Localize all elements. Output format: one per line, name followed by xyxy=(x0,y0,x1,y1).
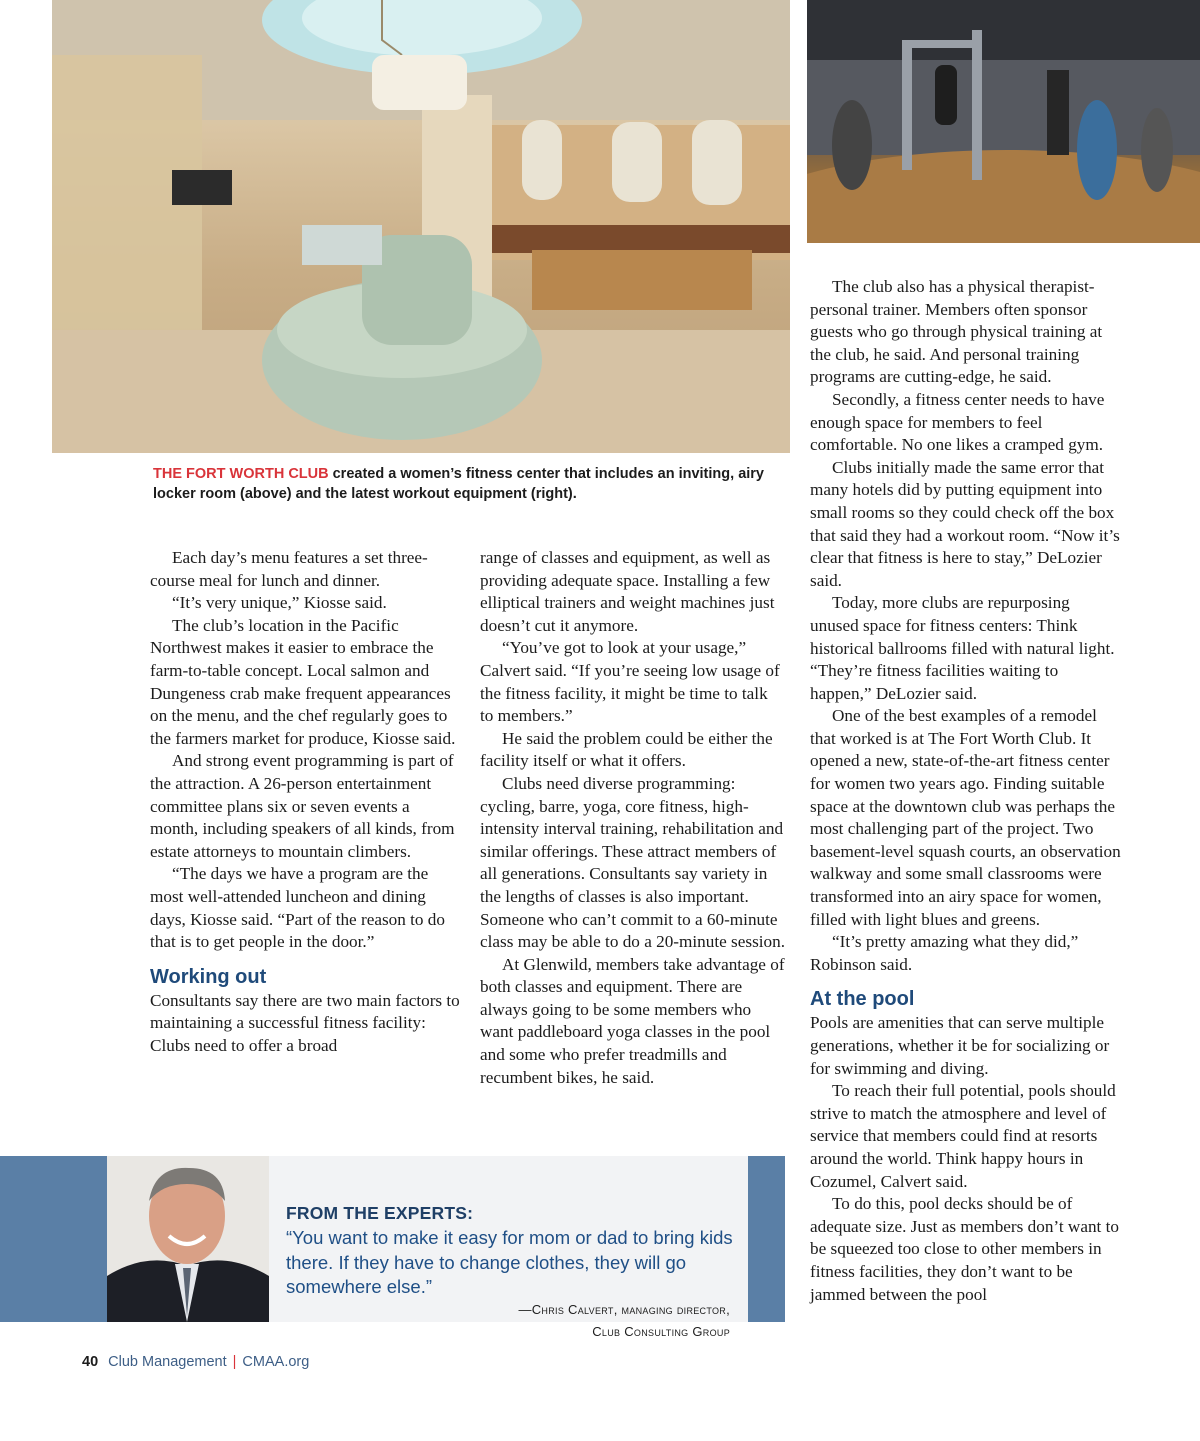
callout-band-left xyxy=(0,1156,107,1322)
article-column-2 xyxy=(480,547,785,1089)
footer-separator: | xyxy=(232,1354,237,1370)
page-footer xyxy=(82,1354,309,1370)
paragraph: Consultants say there are two main factors to maintaining a successful fitness facility: Clubs need to offer a broad xyxy=(150,990,460,1055)
experts-attribution xyxy=(410,1299,730,1343)
photo-caption xyxy=(153,464,793,504)
portrait-illustration xyxy=(107,1156,269,1322)
locker-room-illustration xyxy=(52,0,790,453)
paragraph: Secondly, a fitness center needs to have enough space for members to feel comfortable. No one likes a cramped gym. xyxy=(810,389,1105,455)
paragraph: Today, more clubs are repurposing unused space for fitness centers: Think historical ballrooms filled with natural light. “They’re fitness facilities waiting to happen,” DeLozier said. xyxy=(810,593,1115,703)
callout-band-right xyxy=(748,1156,785,1322)
article-column-3 xyxy=(810,276,1122,1306)
paragraph: “It’s pretty amazing what they did,” Robinson said. xyxy=(810,932,1079,974)
article-column-1 xyxy=(150,547,460,1057)
experts-heading: FROM THE EXPERTS: xyxy=(286,1203,474,1223)
paragraph: “It’s very unique,” Kiosse said. xyxy=(172,593,387,613)
page-number: 40 xyxy=(82,1354,99,1370)
section-heading-working-out: Working out xyxy=(150,965,267,988)
paragraph: Each day’s menu features a set three-course meal for lunch and dinner. xyxy=(150,548,428,590)
expert-portrait xyxy=(107,1156,269,1322)
caption-club-name: THE FORT WORTH CLUB xyxy=(153,466,329,482)
paragraph: Pools are amenities that can serve multiple generations, whether it be for socializing or for swimming and diving. xyxy=(810,1013,1110,1078)
paragraph: He said the problem could be either the facility itself or what it offers. xyxy=(480,728,773,771)
gym-illustration xyxy=(807,0,1200,243)
section-heading-at-the-pool: At the pool xyxy=(810,988,915,1011)
experts-quote: “You want to make it easy for mom or dad to bring kids there. If they have to change clothes, they will go somewhere else.” xyxy=(286,1227,733,1297)
paragraph: The club also has a physical therapist-personal trainer. Members often sponsor guests who go through physical training at the club, he said. And personal training programs are cutting-edge, he said. xyxy=(810,277,1103,387)
caption-text: created a women’s fitness center that includes an inviting, airy locker room (above) and the latest workout equipment (right). xyxy=(153,466,764,502)
website-link[interactable]: CMAA.org xyxy=(242,1354,310,1370)
attribution-line-2: Club Consulting Group xyxy=(592,1324,730,1339)
attribution-line-1: —Chris Calvert, managing director, xyxy=(518,1302,730,1317)
paragraph: range of classes and equipment, as well as providing adequate space. Installing a few elliptical trainers and weight machines just doesn’t cut it anymore. xyxy=(480,548,775,635)
paragraph: The club’s location in the Pacific Northwest makes it easier to embrace the farm-to-table concept. Local salmon and Dungeness crab make frequent appearances on the menu, and the chef regularly goes to the farmers market for produce, Kiosse said. xyxy=(150,615,456,748)
locker-room-photo xyxy=(52,0,790,453)
publication-name: Club Management xyxy=(108,1354,227,1370)
paragraph: And strong event programming is part of the attraction. A 26-person entertainment committee plans six or seven events a month, including speakers of all kinds, from estate attorneys to mountain climbers. xyxy=(150,751,455,861)
paragraph: Clubs need diverse programming: cycling, barre, yoga, core fitness, high-intensity interval training, rehabilitation and similar offerings. These attract members of all generations. Consultants say variety in the lengths of classes is also important. Someone who can’t commit to a 60-minute class may be able to do a 20-minute session. xyxy=(480,773,786,952)
paragraph: At Glenwild, members take advantage of both classes and equipment. There are always going to be some members who want paddleboard yoga classes in the pool and some who prefer treadmills and recumbent bikes, he said. xyxy=(480,954,785,1087)
paragraph: One of the best examples of a remodel that worked is at The Fort Worth Club. It opened a new, state-of-the-art fitness center for women two years ago. Finding suitable space at the downtown club was perhaps the most challenging part of the project. Two basement-level squash courts, an observation walkway and some small classrooms were transformed into an airy space for women, filled with light blues and greens. xyxy=(810,706,1121,929)
paragraph: “The days we have a program are the most well-attended luncheon and dining days, Kiosse said. “Part of the reason to do that is to get people in the door.” xyxy=(150,864,445,952)
paragraph: Clubs initially made the same error that many hotels did by putting equipment into small rooms so they could check off the box that said they had a workout room. “Now it’s clear that fitness is here to stay,” DeLozier said. xyxy=(810,457,1120,590)
paragraph: To reach their full potential, pools should strive to match the atmosphere and level of service that members could find at resorts around the world. Think happy hours in Cozumel, Calvert said. xyxy=(810,1081,1116,1191)
paragraph: To do this, pool decks should be of adequate size. Just as members don’t want to be squeezed too close to other members in fitness facilities, they don’t want to be jammed between the pool xyxy=(810,1194,1119,1304)
gym-photo xyxy=(807,0,1200,243)
paragraph: “You’ve got to look at your usage,” Calvert said. “If you’re seeing low usage of the fitness facility, it might be time to talk to members.” xyxy=(480,638,780,726)
